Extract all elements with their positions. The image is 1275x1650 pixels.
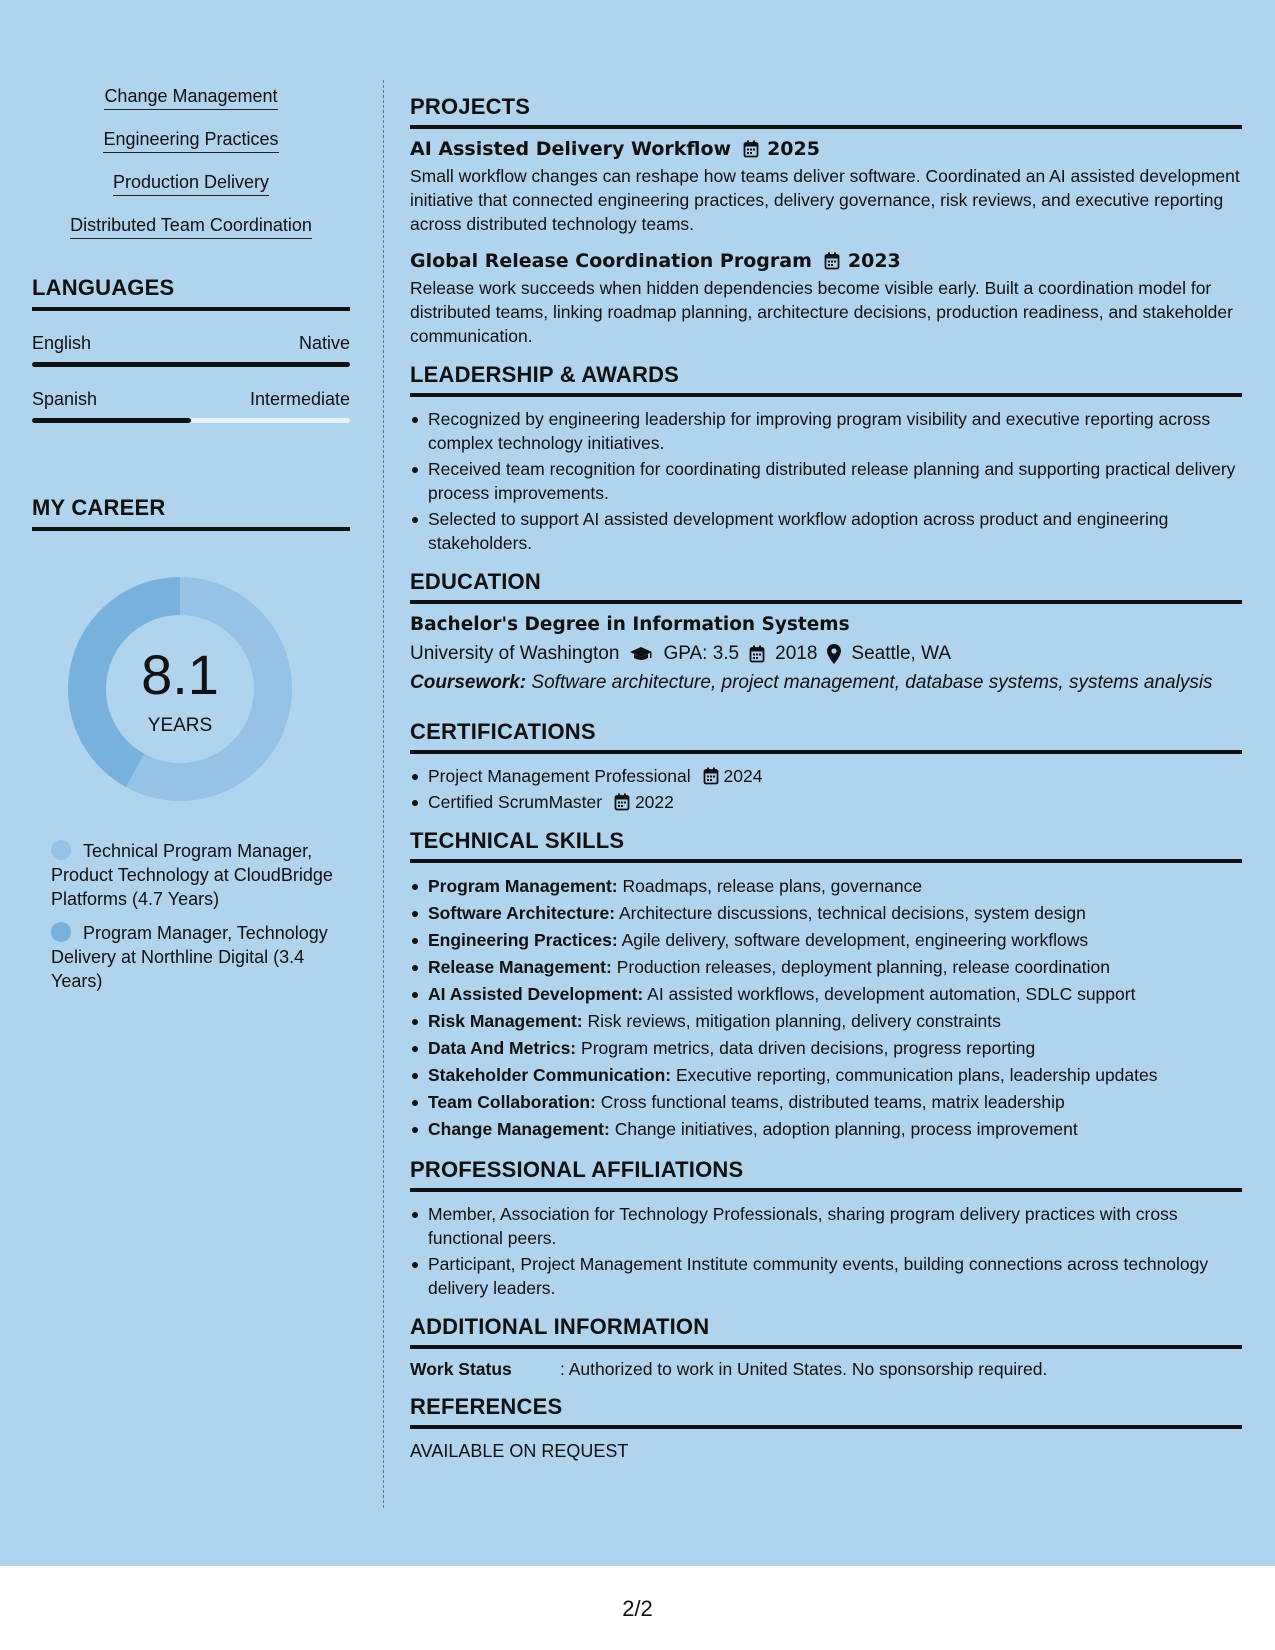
references-heading: REFERENCES <box>410 1394 1242 1429</box>
additional-info-section <box>410 1314 1242 1380</box>
calendar-icon <box>749 645 765 663</box>
list-item <box>410 1035 1242 1062</box>
legend-dot-icon <box>51 922 71 942</box>
graduation-cap-icon <box>629 646 653 662</box>
list-item: Recognized by engineering leadership for improving program visibility and executive reporting across complex technology initiatives. <box>410 407 1242 455</box>
list-item <box>410 1062 1242 1089</box>
project-title <box>410 138 1242 160</box>
certifications-section <box>410 719 1242 814</box>
page-number: 2/2 <box>622 1596 653 1621</box>
list-item <box>410 1089 1242 1116</box>
coursework <box>410 671 1242 695</box>
gpa: GPA: 3.5 <box>663 643 740 664</box>
additional-info-heading: ADDITIONAL INFORMATION <box>410 1314 1242 1349</box>
project-year: 2023 <box>847 250 901 272</box>
skill-label: Data And Metrics: <box>428 1038 577 1058</box>
skill-value: Change initiatives, adoption planning, process improvement <box>614 1119 1078 1139</box>
list-item <box>410 790 1242 814</box>
skills-list <box>32 86 350 239</box>
list-item <box>410 900 1242 927</box>
skill-link[interactable]: Engineering Practices <box>103 129 278 153</box>
projects-heading: PROJECTS <box>410 94 1242 129</box>
career-heading: MY CAREER <box>32 495 350 531</box>
language-level: Native <box>298 333 350 353</box>
career-total-years: 8.1 <box>141 643 219 706</box>
leadership-section <box>410 362 1242 555</box>
certifications-heading: CERTIFICATIONS <box>410 719 1242 754</box>
project-title <box>410 250 1242 272</box>
list-item <box>410 954 1242 981</box>
school-location: Seattle, WA <box>851 643 952 664</box>
work-status-label: Work Status <box>410 1359 512 1379</box>
project-description: Release work succeeds when hidden dependencies become visible early. Built a coordination model for distributed teams, linking roadmap planning, architecture decisions, production readiness, and stakeholder communication. <box>410 278 1233 346</box>
column-divider <box>383 80 384 1508</box>
certification-name: Project Management Professional <box>428 766 691 786</box>
skill-label: Stakeholder Communication: <box>428 1065 672 1085</box>
project-year: 2025 <box>767 138 820 160</box>
language-spanish <box>32 389 350 423</box>
project-name: AI Assisted Delivery Workflow <box>410 138 732 160</box>
references-text: AVAILABLE ON REQUEST <box>410 1441 629 1461</box>
project-description: Small workflow changes can reshape how teams deliver software. Coordinated an AI assisted development initiative that connected engineering practices, delivery governance, risk reviews, and executive reporting across distributed technology teams. <box>410 166 1240 234</box>
affiliations-section <box>410 1157 1242 1300</box>
career-legend-item <box>51 921 341 993</box>
skill-value: Roadmaps, release plans, governance <box>622 876 923 896</box>
language-name: Spanish <box>32 389 98 409</box>
education-details <box>410 643 1242 665</box>
skill-label: AI Assisted Development: <box>428 984 644 1004</box>
coursework-text: Software architecture, project management, database systems, systems analysis <box>531 672 1213 693</box>
skill-value: Risk reviews, mitigation planning, delivery constraints <box>587 1011 1001 1031</box>
career-total-unit: YEARS <box>147 715 213 736</box>
skill-label: Change Management: <box>428 1119 610 1139</box>
technical-skills-heading: TECHNICAL SKILLS <box>410 828 1242 863</box>
calendar-icon <box>743 140 759 158</box>
skill-label: Software Architecture: <box>428 903 616 923</box>
skill-link[interactable]: Distributed Team Coordination <box>70 215 312 239</box>
language-bar <box>32 362 350 367</box>
skill-value: Cross functional teams, distributed teams, matrix leadership <box>600 1092 1065 1112</box>
language-name: English <box>32 333 92 353</box>
technical-skills-section <box>410 828 1242 1143</box>
career-legend-text: Technical Program Manager, Product Technology at CloudBridge Platforms (4.7 Years) <box>51 841 333 909</box>
list-item <box>410 1008 1242 1035</box>
technical-skills-list <box>410 873 1242 1143</box>
language-level: Intermediate <box>249 389 350 409</box>
affiliations-heading: PROFESSIONAL AFFILIATIONS <box>410 1157 1242 1192</box>
skill-label: Release Management: <box>428 957 612 977</box>
career-legend-item <box>51 839 341 911</box>
skill-value: Architecture discussions, technical decisions, system design <box>618 903 1086 923</box>
list-item: Received team recognition for coordinating distributed release planning and supporting practical delivery process improvements. <box>410 457 1242 505</box>
affiliations-list <box>410 1202 1242 1300</box>
certification-year: 2022 <box>634 792 674 812</box>
skill-value: Executive reporting, communication plans, leadership updates <box>675 1065 1158 1085</box>
location-pin-icon <box>827 644 841 664</box>
graduation-year: 2018 <box>775 643 818 664</box>
list-item <box>410 981 1242 1008</box>
coursework-label: Coursework: <box>410 672 527 693</box>
legend-dot-icon <box>51 840 71 860</box>
certification-year: 2024 <box>723 766 763 786</box>
career-donut-chart <box>66 575 294 803</box>
list-item: Selected to support AI assisted development workflow adoption across product and engineering stakeholders. <box>410 507 1242 555</box>
work-status-value: : Authorized to work in United States. No sponsorship required. <box>560 1359 1048 1379</box>
work-status-row <box>410 1359 1242 1380</box>
education-heading: EDUCATION <box>410 569 1242 604</box>
language-bar-fill <box>32 418 191 423</box>
skill-value: Production releases, deployment planning, release coordination <box>616 957 1110 977</box>
sidebar <box>32 86 350 993</box>
languages-heading: LANGUAGES <box>32 275 350 311</box>
list-item <box>410 873 1242 900</box>
leadership-heading: LEADERSHIP & AWARDS <box>410 362 1242 397</box>
calendar-icon <box>824 252 840 270</box>
skill-link[interactable]: Change Management <box>104 86 277 110</box>
language-english <box>32 333 350 367</box>
skill-label: Risk Management: <box>428 1011 583 1031</box>
calendar-icon <box>703 767 719 785</box>
list-item: Member, Association for Technology Professionals, sharing program delivery practices with cross functional peers. <box>410 1202 1242 1250</box>
calendar-icon <box>614 793 630 811</box>
projects-section <box>410 94 1242 348</box>
skill-value: Program metrics, data driven decisions, progress reporting <box>581 1038 1036 1058</box>
language-bar-fill <box>32 362 350 367</box>
main-content <box>410 94 1242 1476</box>
certifications-list <box>410 764 1242 814</box>
list-item <box>410 764 1242 788</box>
education-section <box>410 569 1242 695</box>
skill-value: AI assisted workflows, development automation, SDLC support <box>647 984 1136 1004</box>
career-legend <box>32 839 350 993</box>
leadership-list <box>410 407 1242 555</box>
degree-title: Bachelor's Degree in Information Systems <box>410 614 850 635</box>
school-name: University of Washington <box>410 643 620 664</box>
certification-name: Certified ScrumMaster <box>428 792 603 812</box>
list-item: Participant, Project Management Institute community events, building connections across technology delivery leaders. <box>410 1252 1242 1300</box>
list-item <box>410 927 1242 954</box>
list-item <box>410 1116 1242 1143</box>
skill-link[interactable]: Production Delivery <box>113 172 269 196</box>
skill-value: Agile delivery, software development, engineering workflows <box>621 930 1089 950</box>
skill-label: Program Management: <box>428 876 618 896</box>
project-name: Global Release Coordination Program <box>410 250 812 272</box>
career-legend-text: Program Manager, Technology Delivery at Northline Digital (3.4 Years) <box>51 923 328 991</box>
language-bar <box>32 418 350 423</box>
skill-label: Engineering Practices: <box>428 930 618 950</box>
references-section <box>410 1394 1242 1462</box>
skill-label: Team Collaboration: <box>428 1092 596 1112</box>
